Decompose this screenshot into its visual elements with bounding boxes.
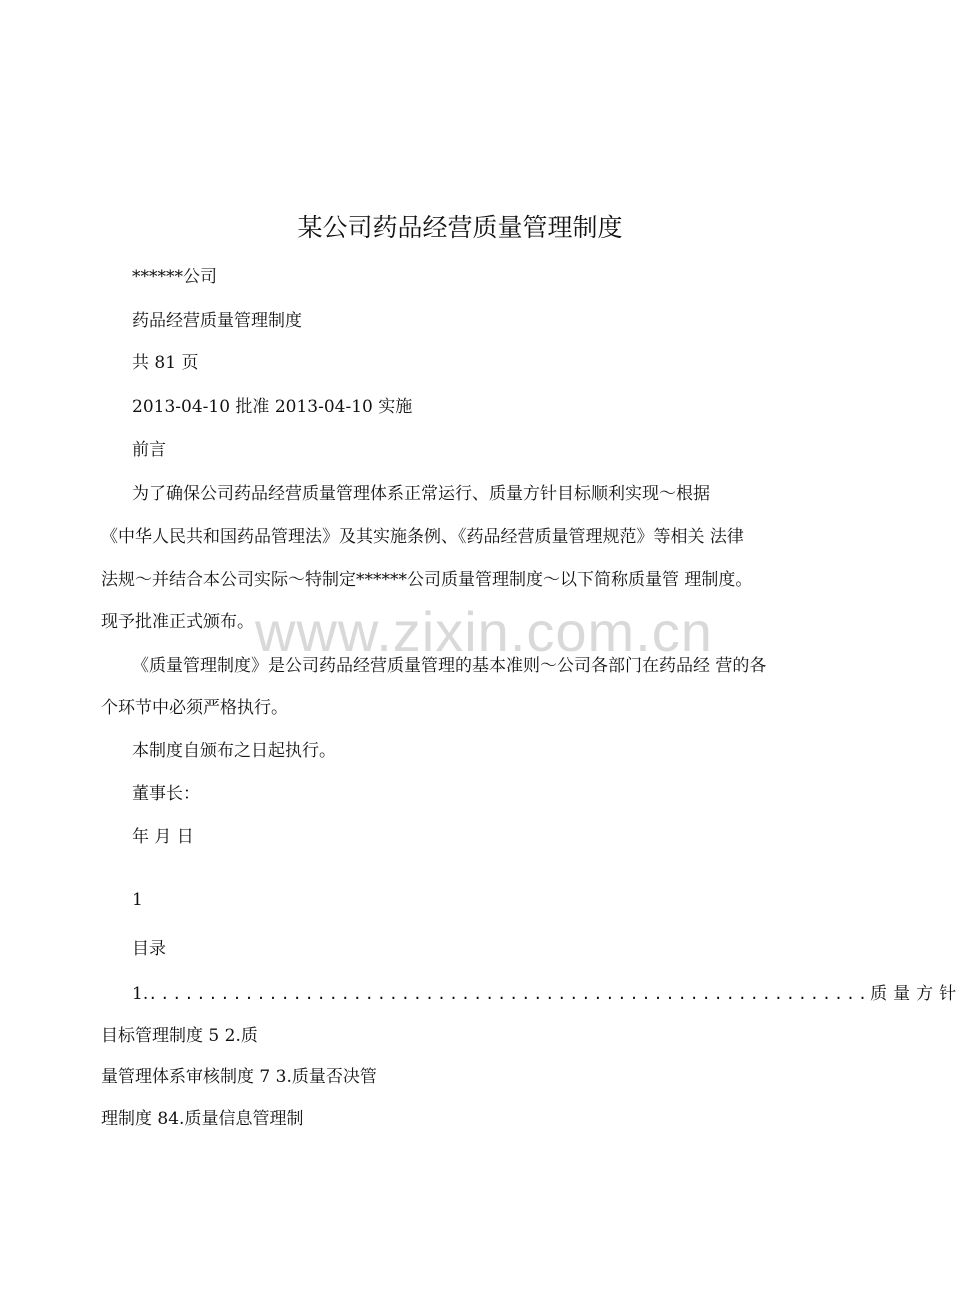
toc-heading: 目录 [132, 939, 166, 959]
preface-paragraph-line: 为了确保公司药品经营质量管理体系正常运行、质量方针目标顺利实现～根据 [132, 484, 710, 504]
toc-entry-title: 质量方针 [870, 984, 962, 1004]
toc-leader-dots: ............................................................ [148, 985, 871, 1003]
document-title: 某公司药品经营质量管理制度 [297, 213, 623, 242]
toc-entry [132, 983, 962, 1005]
preface-heading: 前言 [132, 440, 166, 460]
toc-entry: 量管理体系审核制度 7 3.质量否决管 [101, 1067, 377, 1087]
page-total: 共 81 页 [132, 353, 199, 373]
document-subtitle: 药品经营质量管理制度 [132, 311, 302, 331]
preface-paragraph-line: 《质量管理制度》是公司药品经营质量管理的基本准则～公司各部门在药品经 营的各 [132, 656, 767, 676]
toc-entry: 理制度 84.质量信息管理制 [101, 1109, 304, 1129]
approval-dates: 2013-04-10 批准 2013-04-10 实施 [132, 397, 413, 417]
signature-date: 年 月 日 [132, 827, 194, 847]
watermark: www.zixin.com.cn [255, 600, 713, 663]
preface-paragraph-line: 《中华人民共和国药品管理法》及其实施条例、《药品经营质量管理规范》等相关 法律 [101, 527, 744, 547]
toc-entry-number: 1. [132, 984, 149, 1004]
page-number: 1 [132, 890, 143, 910]
preface-paragraph-line: 现予批准正式颁布。 [101, 612, 254, 632]
toc-entry: 目标管理制度 5 2.质 [101, 1026, 258, 1046]
preface-paragraph-line: 法规～并结合本公司实际～特制定******公司质量管理制度～以下简称质量管 理制度。 [101, 570, 753, 590]
preface-paragraph-line: 个环节中必须严格执行。 [101, 698, 288, 718]
effective-statement: 本制度自颁布之日起执行。 [132, 741, 336, 761]
company-name: ******公司 [132, 267, 217, 287]
chairman-signature-label: 董事长： [132, 784, 200, 804]
